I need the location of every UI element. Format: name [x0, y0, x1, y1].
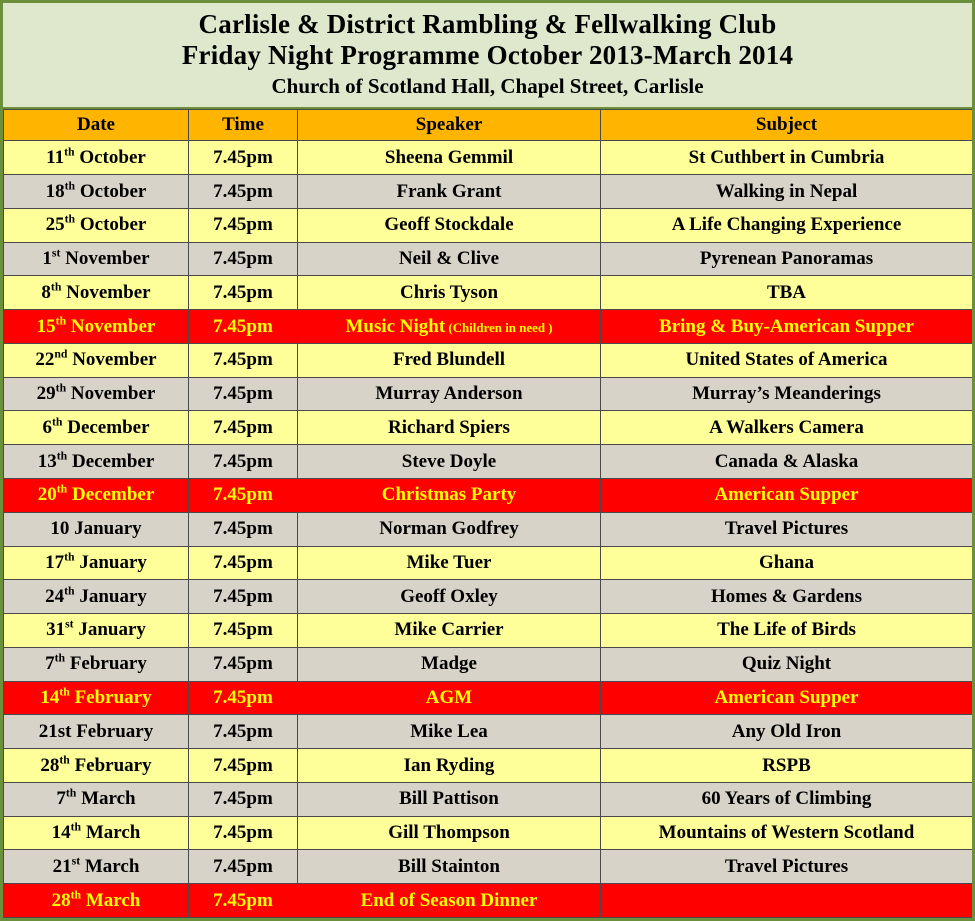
cell-date: 11th October	[4, 141, 189, 175]
cell-subject: St Cuthbert in Cumbria	[601, 141, 973, 175]
date-ordinal-suffix: th	[65, 786, 77, 800]
date-ordinal-suffix: th	[64, 212, 76, 226]
date-ordinal-suffix: st	[65, 618, 74, 632]
date-ordinal-suffix: th	[56, 449, 68, 463]
cell-speaker: Bill Pattison	[298, 782, 601, 816]
venue-address: Church of Scotland Hall, Chapel Street, Carlisle	[271, 74, 704, 99]
cell-date: 21st March	[4, 850, 189, 884]
date-ordinal-suffix: th	[64, 550, 75, 564]
cell-speaker: Music Night (Children in need )	[298, 310, 601, 344]
date-ordinal-suffix: th	[64, 179, 76, 193]
cell-date: 6th December	[4, 411, 189, 445]
schedule-table	[3, 109, 973, 918]
cell-speaker: Geoff Stockdale	[298, 208, 601, 242]
cell-date: 18th October	[4, 175, 189, 209]
cell-subject: Quiz Night	[601, 647, 973, 681]
cell-speaker: Sheena Gemmil	[298, 141, 601, 175]
cell-subject: Travel Pictures	[601, 512, 973, 546]
cell-subject: TBA	[601, 276, 973, 310]
cell-speaker: Norman Godfrey	[298, 512, 601, 546]
table-row	[4, 782, 973, 816]
table-row	[4, 580, 973, 614]
cell-time: 7.45pm	[189, 749, 298, 783]
table-row	[4, 208, 973, 242]
cell-subject: Walking in Nepal	[601, 175, 973, 209]
date-ordinal-suffix: th	[52, 415, 63, 429]
cell-subject: United States of America	[601, 343, 973, 377]
cell-time: 7.45pm	[189, 175, 298, 209]
column-header-date: Date	[4, 110, 189, 141]
speaker-note: (Children in need )	[445, 319, 553, 335]
table-head	[4, 110, 973, 141]
cell-time: 7.45pm	[189, 276, 298, 310]
cell-time: 7.45pm	[189, 310, 298, 344]
cell-time: 7.45pm	[189, 512, 298, 546]
cell-speaker: Mike Lea	[298, 715, 601, 749]
cell-date: 14th February	[4, 681, 189, 715]
table-header-row	[4, 110, 973, 141]
table-row	[4, 276, 973, 310]
cell-subject: A Walkers Camera	[601, 411, 973, 445]
date-ordinal-suffix: st	[71, 854, 81, 868]
cell-date: 24th January	[4, 580, 189, 614]
date-ordinal-suffix: th	[64, 145, 75, 159]
date-ordinal-suffix: th	[54, 651, 66, 665]
cell-date: 7th February	[4, 647, 189, 681]
date-ordinal-suffix: th	[55, 314, 67, 328]
cell-subject: Homes & Gardens	[601, 580, 973, 614]
cell-speaker: Mike Carrier	[298, 614, 601, 648]
cell-speaker: Neil & Clive	[298, 242, 601, 276]
cell-time: 7.45pm	[189, 343, 298, 377]
cell-subject: Any Old Iron	[601, 715, 973, 749]
cell-subject: Travel Pictures	[601, 850, 973, 884]
column-header-speaker: Speaker	[298, 110, 601, 141]
cell-speaker: Gill Thompson	[298, 816, 601, 850]
date-ordinal-suffix: st	[51, 246, 61, 260]
cell-date: 14th March	[4, 816, 189, 850]
table-row	[4, 614, 973, 648]
cell-subject: Ghana	[601, 546, 973, 580]
cell-date: 10 January	[4, 512, 189, 546]
cell-speaker: Geoff Oxley	[298, 580, 601, 614]
poster-header	[3, 3, 972, 109]
date-ordinal-suffix: th	[59, 753, 70, 767]
date-ordinal-suffix: nd	[54, 348, 68, 362]
cell-time: 7.45pm	[189, 580, 298, 614]
table-row	[4, 850, 973, 884]
cell-time: 7.45pm	[189, 816, 298, 850]
cell-time: 7.45pm	[189, 850, 298, 884]
table-row	[4, 445, 973, 479]
table-row	[4, 884, 973, 918]
cell-speaker: Ian Ryding	[298, 749, 601, 783]
cell-subject: 60 Years of Climbing	[601, 782, 973, 816]
cell-date: 29th November	[4, 377, 189, 411]
table-row	[4, 647, 973, 681]
cell-date: 25th October	[4, 208, 189, 242]
cell-subject: American Supper	[601, 681, 973, 715]
cell-speaker: Steve Doyle	[298, 445, 601, 479]
cell-time: 7.45pm	[189, 647, 298, 681]
cell-speaker: Madge	[298, 647, 601, 681]
club-name: Carlisle & District Rambling & Fellwalking Club	[198, 9, 777, 39]
cell-speaker: Chris Tyson	[298, 276, 601, 310]
cell-time: 7.45pm	[189, 884, 298, 918]
date-ordinal-suffix: th	[70, 820, 82, 834]
cell-speaker: Bill Stainton	[298, 850, 601, 884]
column-header-subject: Subject	[601, 110, 973, 141]
cell-date: 31st January	[4, 614, 189, 648]
cell-speaker: End of Season Dinner	[298, 884, 601, 918]
table-row	[4, 411, 973, 445]
cell-date: 17th January	[4, 546, 189, 580]
cell-subject: American Supper	[601, 479, 973, 513]
table-row	[4, 681, 973, 715]
table-row	[4, 343, 973, 377]
cell-date: 22nd November	[4, 343, 189, 377]
cell-date: 13th December	[4, 445, 189, 479]
cell-date: 8th November	[4, 276, 189, 310]
cell-time: 7.45pm	[189, 614, 298, 648]
cell-date: 28th February	[4, 749, 189, 783]
date-ordinal-suffix: th	[70, 888, 82, 902]
date-ordinal-suffix: th	[64, 584, 75, 598]
cell-subject: Bring & Buy-American Supper	[601, 310, 973, 344]
cell-time: 7.45pm	[189, 411, 298, 445]
table-row	[4, 749, 973, 783]
cell-time: 7.45pm	[189, 208, 298, 242]
cell-time: 7.45pm	[189, 715, 298, 749]
table-row	[4, 546, 973, 580]
cell-date: 20th December	[4, 479, 189, 513]
table-row	[4, 479, 973, 513]
cell-time: 7.45pm	[189, 681, 298, 715]
cell-speaker: Christmas Party	[298, 479, 601, 513]
cell-date: 1st November	[4, 242, 189, 276]
cell-subject: Murray’s Meanderings	[601, 377, 973, 411]
cell-time: 7.45pm	[189, 479, 298, 513]
date-ordinal-suffix: th	[55, 381, 67, 395]
date-ordinal-suffix: th	[56, 483, 68, 497]
cell-time: 7.45pm	[189, 242, 298, 276]
cell-subject: Pyrenean Panoramas	[601, 242, 973, 276]
table-row	[4, 175, 973, 209]
table-row	[4, 141, 973, 175]
table-row	[4, 816, 973, 850]
cell-speaker: Murray Anderson	[298, 377, 601, 411]
cell-date: 28th March	[4, 884, 189, 918]
cell-subject: The Life of Birds	[601, 614, 973, 648]
cell-subject: Canada & Alaska	[601, 445, 973, 479]
cell-subject	[601, 884, 973, 918]
cell-speaker: AGM	[298, 681, 601, 715]
table-body	[4, 141, 973, 918]
cell-speaker: Richard Spiers	[298, 411, 601, 445]
cell-time: 7.45pm	[189, 546, 298, 580]
table-row	[4, 715, 973, 749]
programme-title: Friday Night Programme October 2013-March 2014	[181, 40, 794, 71]
date-ordinal-suffix: th	[50, 280, 62, 294]
table-row	[4, 310, 973, 344]
cell-speaker: Frank Grant	[298, 175, 601, 209]
table-row	[4, 242, 973, 276]
cell-time: 7.45pm	[189, 445, 298, 479]
cell-time: 7.45pm	[189, 377, 298, 411]
cell-subject: RSPB	[601, 749, 973, 783]
cell-date: 21st February	[4, 715, 189, 749]
cell-subject: A Life Changing Experience	[601, 208, 973, 242]
cell-date: 15th November	[4, 310, 189, 344]
table-row	[4, 377, 973, 411]
date-ordinal-suffix: th	[59, 685, 70, 699]
table-row	[4, 512, 973, 546]
cell-time: 7.45pm	[189, 141, 298, 175]
cell-speaker: Fred Blundell	[298, 343, 601, 377]
cell-subject: Mountains of Western Scotland	[601, 816, 973, 850]
cell-date: 7th March	[4, 782, 189, 816]
cell-time: 7.45pm	[189, 782, 298, 816]
column-header-time: Time	[189, 110, 298, 141]
cell-speaker: Mike Tuer	[298, 546, 601, 580]
